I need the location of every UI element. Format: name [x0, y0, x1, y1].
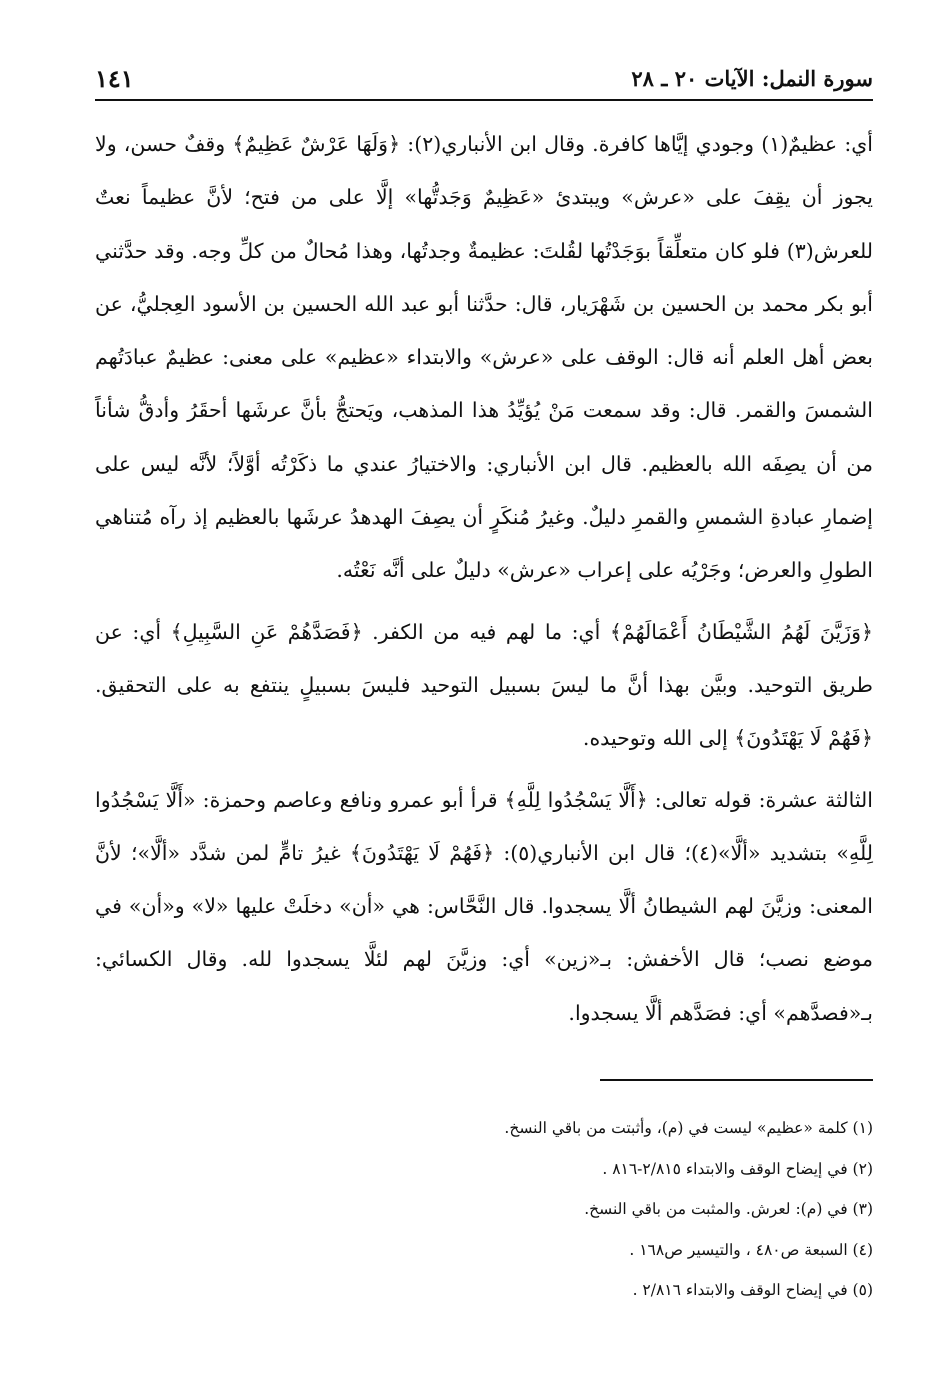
paragraph: أي: عظيمٌ(١) وجودي إيَّاها كافرة. وقال ابن الأنباري(٢): ﴿وَلَهَا عَرْشٌ عَظِيمٌ﴾ وقفٌ حسن، ولا يجوز أن يقِفَ على «عرش» ويبتدئ «عَظِيمٌ وَجَدتُّها» إلَّا على من فتح؛ لأنَّ عظيماً نعتٌ للعرش(٣) فلو كان متعلِّقاً بوَجَدْتُها لقُلتَ: عظيمةٌ وجدتُها، وهذا مُحالٌ من كلِّ وجه. وقد حدَّثني أبو بكر محمد بن الحسين بن شَهْرَيار، قال: حدَّثنا أبو عبد الله الحسين بن الأسود العِجليُّ، عن بعض أهل العلم أنه قال: الوقف على «عرش» والابتداء «عظيم» على معنى: عظيمٌ عبادَتُهم الشمسَ والقمر. قال: وقد سمعت مَنْ يُؤيِّدُ هذا المذهب، ويَحتجُّ بأنَّ عرشَها أحقَرُ وأدقُّ شأناً من أن يصِفَه الله بالعظيم. قال ابن الأنباري: والاختيارُ عندي ما ذكَرْتُه أوَّلاً؛ لأنَّه ليس على إضمارِ عبادةِ الشمسِ والقمرِ دليلٌ. وغيرُ مُنكَرٍ أن يصِفَ الهدهدُ عرشَها بالعظيم إذ رآه مُتناهي الطولِ والعرض؛ وجَرْيُه على إعراب «عرش» دليلٌ على أنَّه نَعْتُه.: [95, 132, 873, 583]
footnote-divider: [600, 1079, 873, 1081]
running-header: [95, 60, 873, 100]
footnote: (٣) في (م): لعرش. والمثبت من باقي النسخ.: [584, 1200, 873, 1218]
chapter-title: سورة النمل: الآيات ٢٠ ـ ٢٨: [631, 66, 873, 91]
header-divider: [95, 99, 873, 101]
footnote: (٥) في إيضاح الوقف والابتداء ٢/٨١٦ .: [632, 1281, 873, 1299]
main-text: [95, 118, 873, 1040]
footnote: (٤) السبعة ص٤٨٠ ، والتيسير ص١٦٨ .: [629, 1240, 873, 1259]
paragraph: ﴿وَزَيَّنَ لَهُمُ الشَّيْطَانُ أَعْمَالَهُمْ﴾ أي: ما لهم فيه من الكفر. ﴿فَصَدَّهُمْ عَنِ السَّبِيلِ﴾ أي: عن طريق التوحيد. وبيَّن بهذا أنَّ ما ليسَ بسبيل التوحيد فليسَ بسبيلٍ ينتفع به على التحقيق. ﴿فَهُمْ لَا يَهْتَدُونَ﴾ إلى الله وتوحيده.: [95, 619, 873, 751]
footnote: (١) كلمة «عظيم» ليست في (م)، وأثبتت من باقي النسخ.: [504, 1119, 873, 1137]
page-number: ١٤١: [95, 64, 134, 93]
footnotes: [95, 1108, 873, 1311]
footnote: (٢) في إيضاح الوقف والابتداء ٢/٨١٥-٨١٦ .: [602, 1159, 873, 1178]
paragraph: الثالثة عشرة: قوله تعالى: ﴿أَلَّا يَسْجُدُوا لِلَّهِ﴾ قرأ أبو عمرو ونافع وعاصم وحمزة: «أَلَّا يَسْجُدُوا لِلَّهِ» بتشديد «ألَّا»(٤)؛ قال ابن الأنباري(٥): ﴿فَهُمْ لَا يَهْتَدُونَ﴾ غيرُ تامٍّ لمن شدَّد «ألَّا»؛ لأنَّ المعنى: وزيَّنَ لهم الشيطانُ ألَّا يسجدوا. قال النَّحَّاس: هي «أن» دخلَتْ عليها «لا» و«أن» في موضع نصب؛ قال الأخفش: بـ«زين» أي: وزيَّنَ لهم لئلَّا يسجدوا لله. وقال الكسائي: بـ«فصدَّهم» أي: فصَدَّهم ألَّا يسجدوا.: [95, 787, 873, 1025]
